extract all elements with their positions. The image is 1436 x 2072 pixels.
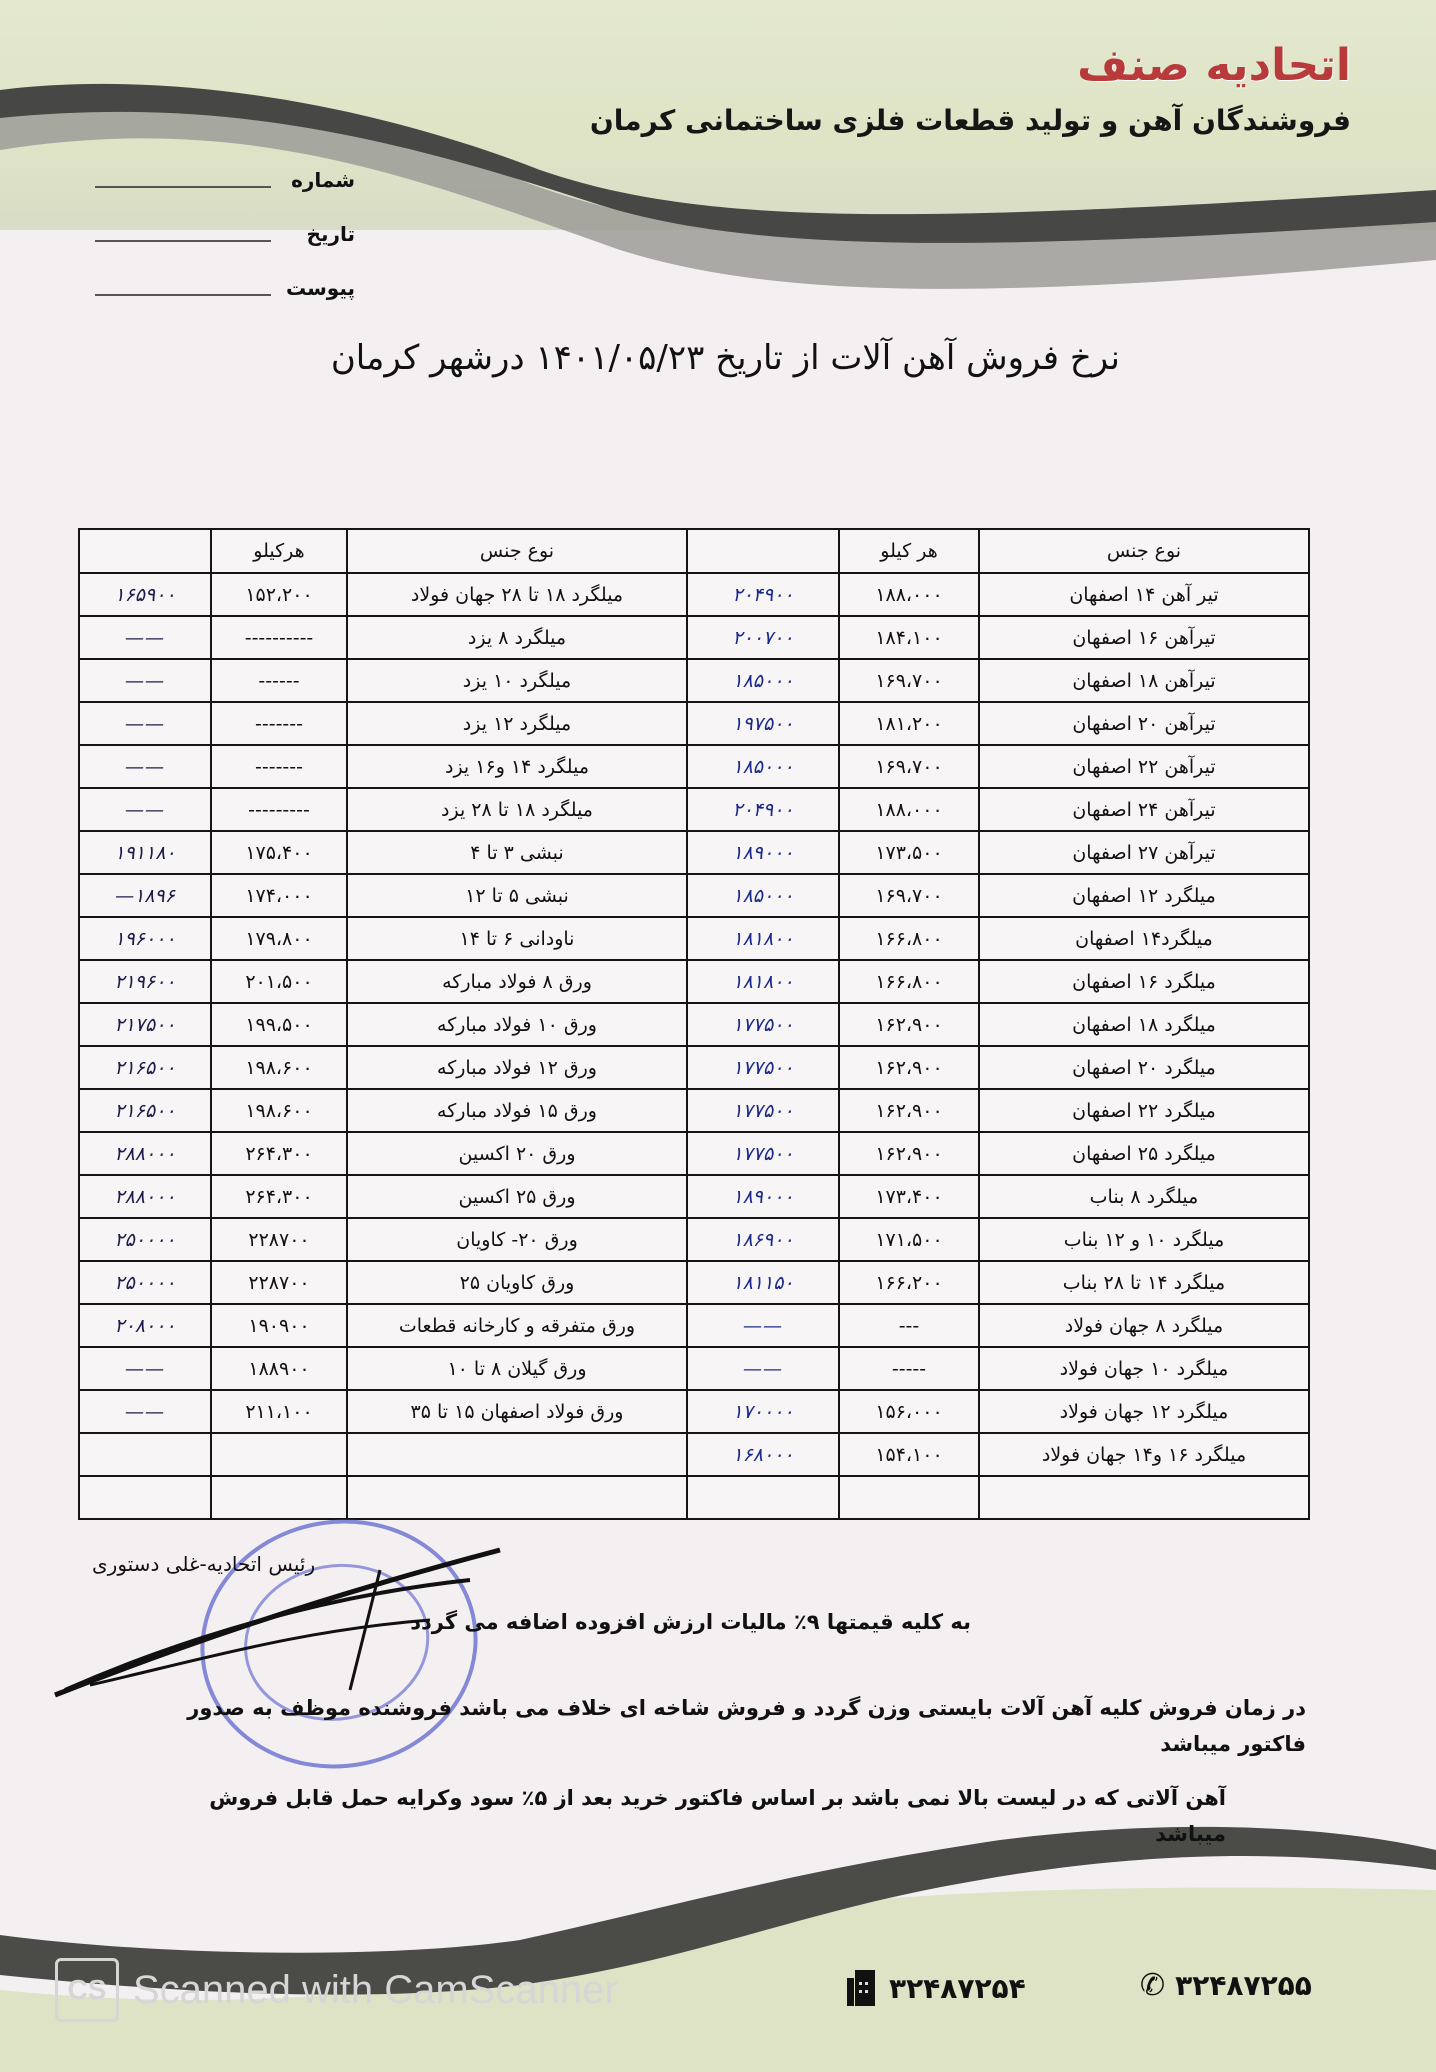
- item-type-left: میلگرد ۱۲ یزد: [347, 702, 687, 745]
- item-type-right: تیرآهن ۲۷ اصفهان: [979, 831, 1309, 874]
- item-type-right: تیرآهن ۱۸ اصفهان: [979, 659, 1309, 702]
- table-row: [79, 616, 1309, 659]
- price-per-kilo-left: ۲۶۴،۳۰۰: [211, 1175, 347, 1218]
- price-per-kilo-left: ۱۹۹،۵۰۰: [211, 1003, 347, 1046]
- price-per-kilo-right: ۱۵۶،۰۰۰: [839, 1390, 979, 1433]
- item-type-left: میلگرد ۱۸ تا ۲۸ یزد: [347, 788, 687, 831]
- number-line: [95, 186, 271, 188]
- handwritten-price-left: ——: [79, 616, 211, 659]
- date-line: [95, 240, 271, 242]
- union-title: اتحادیه صنف: [1077, 40, 1351, 91]
- item-type-right: میلگرد ۱۸ اصفهان: [979, 1003, 1309, 1046]
- item-type-left: میلگرد ۸ یزد: [347, 616, 687, 659]
- table-row: [79, 1046, 1309, 1089]
- handwritten-price-right: ——: [687, 1347, 839, 1390]
- phone-number: [1140, 1968, 1312, 2003]
- signer-name: رئیس اتحادیه-غلی دستوری: [92, 1552, 316, 1576]
- handwritten-price-left: ——: [79, 1390, 211, 1433]
- handwritten-price-left: ۲۱۶۵۰۰: [79, 1046, 211, 1089]
- handwritten-price-left: [79, 1476, 211, 1519]
- handwritten-price-left: ۲۱۷۵۰۰: [79, 1003, 211, 1046]
- table-row: [79, 1218, 1309, 1261]
- handwritten-price-right: ۲۰۴۹۰۰: [687, 573, 839, 616]
- table-row: [79, 831, 1309, 874]
- header-left-price: هرکیلو: [211, 529, 347, 573]
- handwritten-price-right: ۱۷۷۵۰۰: [687, 1089, 839, 1132]
- price-per-kilo-right: ۱۶۹،۷۰۰: [839, 659, 979, 702]
- table-row: [79, 702, 1309, 745]
- table-row: [79, 1175, 1309, 1218]
- handwritten-price-left: ۲۱۶۵۰۰: [79, 1089, 211, 1132]
- price-per-kilo-right: ۱۸۸،۰۰۰: [839, 573, 979, 616]
- item-type-right: میلگرد ۲۲ اصفهان: [979, 1089, 1309, 1132]
- date-label: تاریخ: [306, 222, 355, 246]
- attachment-line: [95, 294, 271, 296]
- handwritten-price-right: ۲۰۰۷۰۰: [687, 616, 839, 659]
- item-type-right: میلگرد ۸ بناب: [979, 1175, 1309, 1218]
- vat-note: به کلیه قیمتها ۹٪ مالیات ارزش افزوده اضافه می گردد: [410, 1610, 971, 1634]
- fax-number-text: ۳۲۴۸۷۲۵۴: [889, 1971, 1026, 2005]
- item-type-left: ورق ۱۵ فولاد مبارکه: [347, 1089, 687, 1132]
- handwritten-price-left: ۱۶۵۹۰۰: [79, 573, 211, 616]
- item-type-right: تیرآهن ۱۶ اصفهان: [979, 616, 1309, 659]
- price-per-kilo-left: ----------: [211, 616, 347, 659]
- number-field: [95, 168, 355, 192]
- item-type-right: میلگرد ۱۶ و۱۴ جهان فولاد: [979, 1433, 1309, 1476]
- item-type-left: ورق گیلان ۸ تا ۱۰: [347, 1347, 687, 1390]
- handwritten-price-right: ۱۸۵۰۰۰: [687, 659, 839, 702]
- price-per-kilo-right: -----: [839, 1347, 979, 1390]
- table-row: [79, 1433, 1309, 1476]
- item-type-left: ورق فولاد اصفهان ۱۵ تا ۳۵: [347, 1390, 687, 1433]
- item-type-left: میلگرد ۱۰ یزد: [347, 659, 687, 702]
- item-type-left: ورق ۱۰ فولاد مبارکه: [347, 1003, 687, 1046]
- weighing-note: در زمان فروش کلیه آهن آلات بایستی وزن گردد و فروش شاخه ای خلاف می باشد فروشنده موظف به صدور فاکتور میباشد: [187, 1696, 1306, 1756]
- table-row: [79, 1261, 1309, 1304]
- item-type-right: [979, 1476, 1309, 1519]
- price-per-kilo-right: ۱۶۲،۹۰۰: [839, 1003, 979, 1046]
- item-type-right: میلگرد۱۴ اصفهان: [979, 917, 1309, 960]
- document-title: نرخ فروش آهن آلات از تاریخ ۱۴۰۱/۰۵/۲۳ درشهر کرمان: [330, 338, 1120, 378]
- item-type-right: میلگرد ۱۰ و ۱۲ بناب: [979, 1218, 1309, 1261]
- price-per-kilo-left: ۲۶۴،۳۰۰: [211, 1132, 347, 1175]
- table-row: [79, 573, 1309, 616]
- item-type-right: تیرآهن ۲۲ اصفهان: [979, 745, 1309, 788]
- unlisted-items-note: آهن آلاتی که در لیست بالا نمی باشد بر اساس فاکتور خرید بعد از ۵٪ سود وکرایه حمل قابل فروش میباشد: [209, 1786, 1226, 1846]
- handwritten-price-right: ۱۸۱۸۰۰: [687, 917, 839, 960]
- price-per-kilo-right: ۱۶۲،۹۰۰: [839, 1046, 979, 1089]
- handwritten-price-left: ——: [79, 745, 211, 788]
- item-type-right: میلگرد ۱۲ اصفهان: [979, 874, 1309, 917]
- handwritten-price-left: ——: [79, 659, 211, 702]
- table-row: [79, 1132, 1309, 1175]
- price-per-kilo-left: ۱۵۲،۲۰۰: [211, 573, 347, 616]
- item-type-right: میلگرد ۱۲ جهان فولاد: [979, 1390, 1309, 1433]
- price-per-kilo-right: ۱۶۶،۸۰۰: [839, 917, 979, 960]
- handwritten-price-right: ۱۹۷۵۰۰: [687, 702, 839, 745]
- handwritten-price-left: ——: [79, 1347, 211, 1390]
- table-row: [79, 1347, 1309, 1390]
- price-per-kilo-left: ۱۹۸،۶۰۰: [211, 1046, 347, 1089]
- price-per-kilo-right: ۱۶۹،۷۰۰: [839, 874, 979, 917]
- handwritten-price-right: ۱۸۵۰۰۰: [687, 874, 839, 917]
- item-type-left: ورق ۲۰- کاویان: [347, 1218, 687, 1261]
- handwritten-price-right: ۱۷۷۵۰۰: [687, 1132, 839, 1175]
- handwritten-price-right: ۱۸۶۹۰۰: [687, 1218, 839, 1261]
- price-per-kilo-right: ۱۸۴،۱۰۰: [839, 616, 979, 659]
- handwritten-price-left: ——: [79, 702, 211, 745]
- handwritten-price-left: ۱۹۱۱۸۰: [79, 831, 211, 874]
- table-row: [79, 745, 1309, 788]
- item-type-right: تیر آهن ۱۴ اصفهان: [979, 573, 1309, 616]
- watermark-text: Scanned with CamScanner: [133, 1967, 618, 2012]
- price-per-kilo-left: ۲۲۸۷۰۰: [211, 1218, 347, 1261]
- handwritten-price-right: ۱۷۰۰۰۰: [687, 1390, 839, 1433]
- handwritten-price-right: ۱۸۱۱۵۰: [687, 1261, 839, 1304]
- item-type-right: میلگرد ۱۴ تا ۲۸ بناب: [979, 1261, 1309, 1304]
- price-per-kilo-left: ۲۱۱،۱۰۰: [211, 1390, 347, 1433]
- handwritten-price-right: ۱۷۷۵۰۰: [687, 1046, 839, 1089]
- header-right-type: نوع جنس: [979, 529, 1309, 573]
- handwritten-price-left: ۲۱۹۶۰۰: [79, 960, 211, 1003]
- item-type-right: تیرآهن ۲۰ اصفهان: [979, 702, 1309, 745]
- phone-number-text: ۳۲۴۸۷۲۵۵: [1175, 1969, 1312, 2002]
- item-type-left: [347, 1433, 687, 1476]
- price-per-kilo-left: ۱۸۸۹۰۰: [211, 1347, 347, 1390]
- handwritten-price-right: ——: [687, 1304, 839, 1347]
- number-label: شماره: [291, 168, 355, 192]
- price-per-kilo-right: ۱۶۲،۹۰۰: [839, 1132, 979, 1175]
- handwritten-price-left: ۲۵۰۰۰۰: [79, 1261, 211, 1304]
- item-type-left: ورق ۱۲ فولاد مبارکه: [347, 1046, 687, 1089]
- table-row: [79, 659, 1309, 702]
- item-type-right: میلگرد ۱۶ اصفهان: [979, 960, 1309, 1003]
- handwritten-price-left: ۲۸۸۰۰۰: [79, 1175, 211, 1218]
- table-row: [79, 788, 1309, 831]
- item-type-left: میلگرد ۱۴ و۱۶ یزد: [347, 745, 687, 788]
- table-row: [79, 1476, 1309, 1519]
- item-type-right: میلگرد ۸ جهان فولاد: [979, 1304, 1309, 1347]
- table-row: [79, 1089, 1309, 1132]
- handwritten-price-left: [79, 1433, 211, 1476]
- price-per-kilo-left: ۱۹۰۹۰۰: [211, 1304, 347, 1347]
- item-type-left: ناودانی ۶ تا ۱۴: [347, 917, 687, 960]
- table-row: [79, 917, 1309, 960]
- price-per-kilo-right: [839, 1476, 979, 1519]
- price-per-kilo-left: ------: [211, 659, 347, 702]
- table-header-row: [79, 529, 1309, 573]
- handwritten-price-right: ۱۷۷۵۰۰: [687, 1003, 839, 1046]
- handwritten-price-right: ۱۶۸۰۰۰: [687, 1433, 839, 1476]
- price-per-kilo-right: ۱۷۳،۴۰۰: [839, 1175, 979, 1218]
- item-type-left: ورق ۲۵ اکسین: [347, 1175, 687, 1218]
- table-row: [79, 1304, 1309, 1347]
- handwritten-price-left: ۲۰۸۰۰۰: [79, 1304, 211, 1347]
- price-per-kilo-right: ۱۶۶،۸۰۰: [839, 960, 979, 1003]
- table-row: [79, 960, 1309, 1003]
- price-table: [78, 528, 1310, 1520]
- price-per-kilo-left: [211, 1433, 347, 1476]
- item-type-right: تیرآهن ۲۴ اصفهان: [979, 788, 1309, 831]
- item-type-left: ورق ۸ فولاد مبارکه: [347, 960, 687, 1003]
- item-type-left: ورق کاویان ۲۵: [347, 1261, 687, 1304]
- union-subtitle: فروشندگان آهن و تولید قطعات فلزی ساختمانی کرمان: [589, 104, 1351, 137]
- price-per-kilo-right: ۱۸۱،۲۰۰: [839, 702, 979, 745]
- item-type-left: ورق متفرقه و کارخانه قطعات: [347, 1304, 687, 1347]
- price-per-kilo-left: -------: [211, 702, 347, 745]
- price-per-kilo-right: ---: [839, 1304, 979, 1347]
- attachment-field: [95, 276, 355, 300]
- handwritten-price-right: ۲۰۴۹۰۰: [687, 788, 839, 831]
- item-type-left: نبشی ۵ تا ۱۲: [347, 874, 687, 917]
- camscanner-watermark: [55, 1958, 618, 2022]
- handwritten-price-left: ۱۸۹۶—: [79, 874, 211, 917]
- handwritten-price-left: ۲۵۰۰۰۰: [79, 1218, 211, 1261]
- handwritten-price-right: ۱۸۵۰۰۰: [687, 745, 839, 788]
- item-type-left: میلگرد ۱۸ تا ۲۸ جهان فولاد: [347, 573, 687, 616]
- price-per-kilo-left: ۲۲۸۷۰۰: [211, 1261, 347, 1304]
- header-right-price: هر کیلو: [839, 529, 979, 573]
- handwritten-price-right: ۱۸۹۰۰۰: [687, 831, 839, 874]
- table-row: [79, 1390, 1309, 1433]
- phone-icon: ✆: [1140, 1968, 1166, 2003]
- header-left-type: نوع جنس: [347, 529, 687, 573]
- price-per-kilo-left: ۲۰۱،۵۰۰: [211, 960, 347, 1003]
- header-right-hand: [687, 529, 839, 573]
- item-type-left: نبشی ۳ تا ۴: [347, 831, 687, 874]
- handwritten-price-left: ۲۸۸۰۰۰: [79, 1132, 211, 1175]
- date-field: [95, 222, 355, 246]
- table-row: [79, 1003, 1309, 1046]
- price-per-kilo-right: ۱۶۶،۲۰۰: [839, 1261, 979, 1304]
- handwritten-price-right: [687, 1476, 839, 1519]
- item-type-right: میلگرد ۱۰ جهان فولاد: [979, 1347, 1309, 1390]
- price-per-kilo-right: ۱۶۹،۷۰۰: [839, 745, 979, 788]
- header-left-hand: [79, 529, 211, 573]
- price-per-kilo-left: [211, 1476, 347, 1519]
- price-per-kilo-left: -------: [211, 745, 347, 788]
- fax-number: [845, 1968, 1026, 2008]
- price-per-kilo-left: ۱۷۴،۰۰۰: [211, 874, 347, 917]
- item-type-left: ورق ۲۰ اکسین: [347, 1132, 687, 1175]
- attachment-label: پیوست: [285, 276, 355, 300]
- price-per-kilo-left: ۱۹۸،۶۰۰: [211, 1089, 347, 1132]
- table-row: [79, 874, 1309, 917]
- item-type-right: میلگرد ۲۰ اصفهان: [979, 1046, 1309, 1089]
- handwritten-price-left: ——: [79, 788, 211, 831]
- price-per-kilo-right: ۱۷۱،۵۰۰: [839, 1218, 979, 1261]
- handwritten-price-left: ۱۹۶۰۰۰: [79, 917, 211, 960]
- price-per-kilo-left: ۱۷۵،۴۰۰: [211, 831, 347, 874]
- fax-icon: [845, 1968, 879, 2008]
- item-type-left: [347, 1476, 687, 1519]
- camscanner-logo-icon: CS: [55, 1958, 119, 2022]
- handwritten-price-right: ۱۸۹۰۰۰: [687, 1175, 839, 1218]
- price-per-kilo-right: ۱۷۳،۵۰۰: [839, 831, 979, 874]
- price-per-kilo-left: ۱۷۹،۸۰۰: [211, 917, 347, 960]
- price-per-kilo-left: ---------: [211, 788, 347, 831]
- item-type-right: میلگرد ۲۵ اصفهان: [979, 1132, 1309, 1175]
- price-per-kilo-right: ۱۸۸،۰۰۰: [839, 788, 979, 831]
- price-per-kilo-right: ۱۵۴،۱۰۰: [839, 1433, 979, 1476]
- handwritten-price-right: ۱۸۱۸۰۰: [687, 960, 839, 1003]
- price-per-kilo-right: ۱۶۲،۹۰۰: [839, 1089, 979, 1132]
